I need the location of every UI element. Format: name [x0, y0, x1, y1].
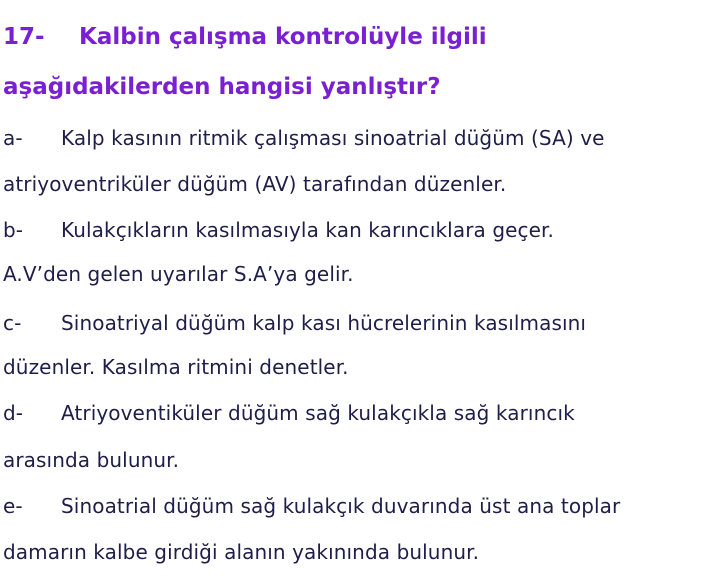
- question-number: 17-: [3, 24, 45, 50]
- option-a-text-1: Kalp kasının ritmik çalışması sinoatrial düğüm (SA) ve: [61, 126, 605, 150]
- option-c-text-2: düzenler. Kasılma ritmini denetler.: [3, 355, 349, 379]
- option-e-line-2: [3, 542, 479, 562]
- question-text-2: aşağıdakilerden hangisi yanlıştır?: [3, 74, 441, 100]
- question-line-2: [3, 76, 441, 99]
- option-d-line-1: [3, 403, 575, 423]
- option-c-letter: c-: [3, 311, 22, 335]
- option-b-text-1: Kulakçıkların kasılmasıyla kan karıncıklara geçer.: [61, 218, 554, 242]
- option-e-letter: e-: [3, 494, 23, 518]
- option-c-line-1: [3, 313, 586, 333]
- option-b-line-2: [3, 264, 354, 284]
- option-e-text-2: damarın kalbe girdiği alanın yakınında bulunur.: [3, 540, 480, 564]
- option-e-text-1: Sinoatrial düğüm sağ kulakçık duvarında üst ana toplar: [61, 494, 621, 518]
- option-d-text-2: arasında bulunur.: [3, 448, 180, 472]
- question-line-1: [3, 26, 487, 49]
- option-a-line-2: [3, 174, 506, 194]
- option-d-letter: d-: [3, 401, 24, 425]
- question-text-1: Kalbin çalışma kontrolüyle ilgili: [79, 24, 487, 50]
- option-b-letter: b-: [3, 218, 24, 242]
- option-a-line-1: [3, 128, 605, 148]
- option-d-text-1: Atriyoventiküler düğüm sağ kulakçıkla sağ karıncık: [61, 401, 575, 425]
- option-c-text-1: Sinoatriyal düğüm kalp kası hücrelerinin kasılmasını: [61, 311, 587, 335]
- option-b-line-1: [3, 220, 554, 240]
- option-a-letter: a-: [3, 126, 23, 150]
- option-a-text-2: atriyoventriküler düğüm (AV) tarafından düzenler.: [3, 172, 507, 196]
- option-e-line-1: [3, 496, 620, 516]
- option-d-line-2: [3, 450, 179, 470]
- option-b-text-2: A.V’den gelen uyarılar S.A’ya gelir.: [3, 262, 354, 286]
- option-c-line-2: [3, 357, 349, 377]
